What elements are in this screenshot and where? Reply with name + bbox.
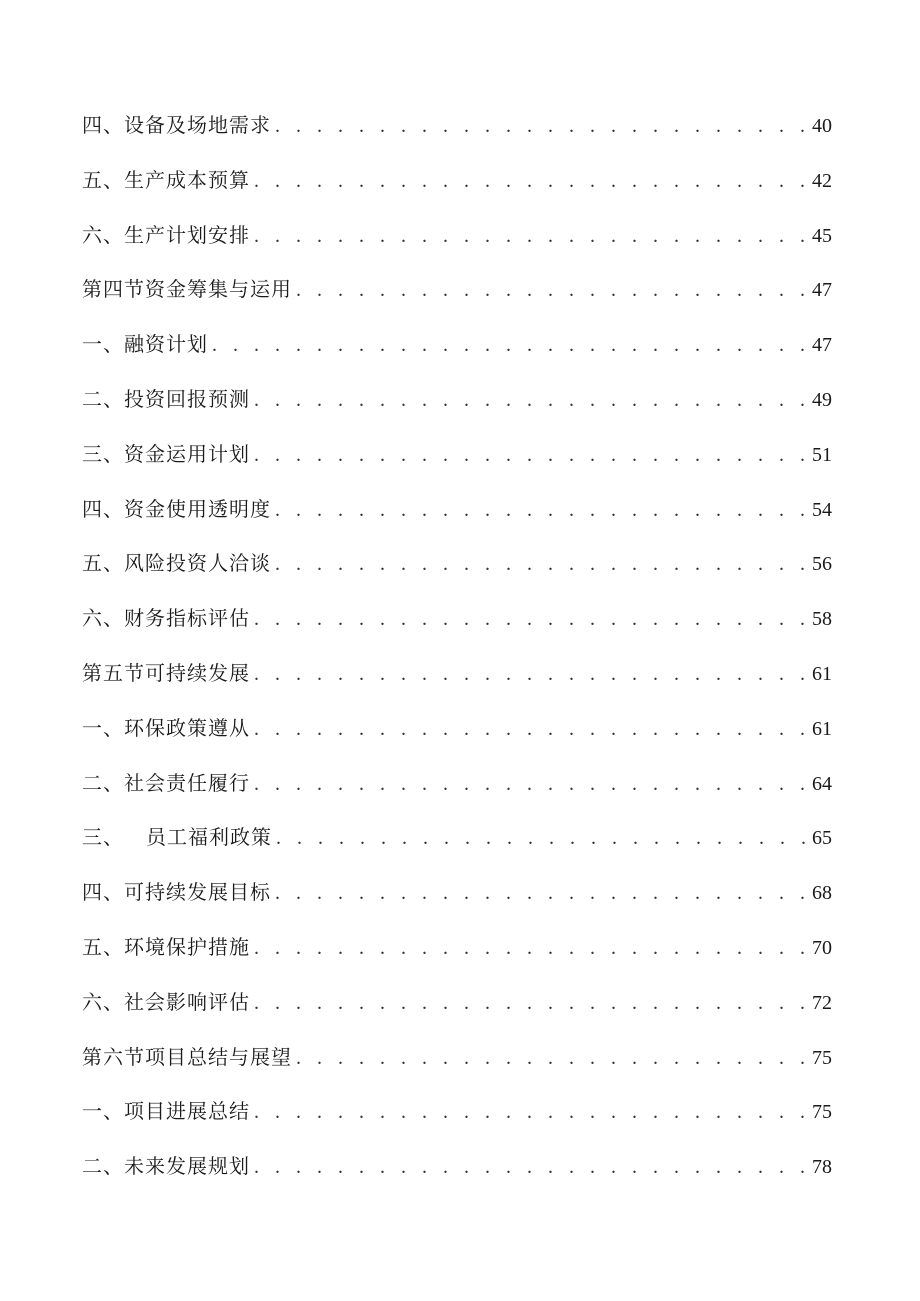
toc-entry-title: 五、生产成本预算 [82,167,250,192]
toc-entry-page: 68 [812,882,832,905]
toc-entry-page: 47 [812,279,832,302]
dot-leader [254,663,808,686]
toc-entry-title: 四、资金使用透明度 [82,496,271,521]
dot-leader [254,773,808,796]
toc-entry[interactable] [82,1150,832,1205]
toc-entry[interactable] [82,547,832,602]
toc-section-entry[interactable] [82,657,832,712]
dot-leader [275,115,808,138]
toc-section-title: 第六节项目总结与展望 [82,1044,292,1069]
toc-entry-page: 70 [812,936,832,959]
dot-leader [276,827,808,850]
toc-entry-title: 一、融资计划 [82,332,208,357]
toc-entry[interactable] [82,712,832,767]
toc-entry-page: 42 [812,169,832,192]
toc-entry[interactable] [82,164,832,219]
toc-entry-page: 72 [812,991,832,1014]
toc-entry[interactable] [82,109,832,164]
toc-entry[interactable] [82,986,832,1041]
dot-leader [296,1047,808,1070]
toc-section-entry[interactable] [82,1041,832,1096]
toc-entry-title: 六、生产计划安排 [82,222,250,247]
toc-entry-page: 54 [812,498,832,521]
toc-entry-page: 45 [812,224,832,247]
toc-entry-title: 二、投资回报预测 [82,386,250,411]
toc-entry[interactable] [82,493,832,548]
toc-entry-page: 49 [812,388,832,411]
dot-leader [254,444,808,467]
toc-entry-title: 二、未来发展规划 [82,1154,250,1179]
toc-section-title: 第五节可持续发展 [82,660,250,685]
toc-entry-page: 40 [812,115,832,137]
dot-leader [254,608,808,631]
dot-leader [212,334,808,357]
toc-entry-page: 64 [812,772,832,795]
toc-entry-page: 75 [812,1046,832,1069]
toc-entry[interactable] [82,438,832,493]
dot-leader [254,718,808,741]
dot-leader [275,553,808,576]
dot-leader [254,1101,808,1124]
toc-entry-page: 65 [812,827,832,850]
toc-entry-title: 二、社会责任履行 [82,770,250,795]
toc-entry[interactable] [82,876,832,931]
toc-entry-title: 四、设备及场地需求 [82,113,271,137]
dot-leader [254,389,808,412]
toc-entry-title: 五、风险投资人洽谈 [82,551,271,576]
toc-entry[interactable] [82,1095,832,1150]
dot-leader [254,937,808,960]
toc-section-entry[interactable] [82,273,832,328]
dot-leader [254,992,808,1015]
toc-entry[interactable] [82,767,832,822]
dot-leader [254,1156,808,1179]
toc-entry-title: 三、资金运用计划 [82,441,250,466]
toc-entry-title: 一、项目进展总结 [82,1099,250,1124]
dot-leader [296,279,808,302]
toc-entry-page: 51 [812,443,832,466]
toc-entry-page: 61 [812,662,832,685]
toc-entry-number: 三、 [82,825,124,850]
dot-leader [254,170,808,193]
dot-leader [275,499,808,522]
toc-entry-title: 五、环境保护措施 [82,934,250,959]
toc-entry-page: 61 [812,717,832,740]
toc-entry-title: 六、财务指标评估 [82,606,250,631]
toc-entry[interactable] [82,931,832,986]
toc-entry-title-group [82,821,272,850]
toc-entry[interactable] [82,602,832,657]
toc-entry[interactable] [82,383,832,438]
toc-entry-title: 六、社会影响评估 [82,989,250,1014]
toc-entry-title: 四、可持续发展目标 [82,880,271,905]
toc-entry-page: 58 [812,608,832,631]
toc-entry-title: 一、环保政策遵从 [82,715,250,740]
toc-entry[interactable] [82,328,832,383]
toc-entry-page: 78 [812,1156,832,1179]
toc-entry[interactable] [82,821,832,876]
toc-entry-title: 员工福利政策 [146,825,272,850]
toc-entry-page: 75 [812,1101,832,1124]
toc-entry[interactable] [82,219,832,274]
dot-leader [254,225,808,248]
toc-entry-page: 56 [812,553,832,576]
toc-entry-page: 47 [812,334,832,357]
dot-leader [275,882,808,905]
table-of-contents [82,109,832,1205]
toc-section-title: 第四节资金筹集与运用 [82,277,292,302]
